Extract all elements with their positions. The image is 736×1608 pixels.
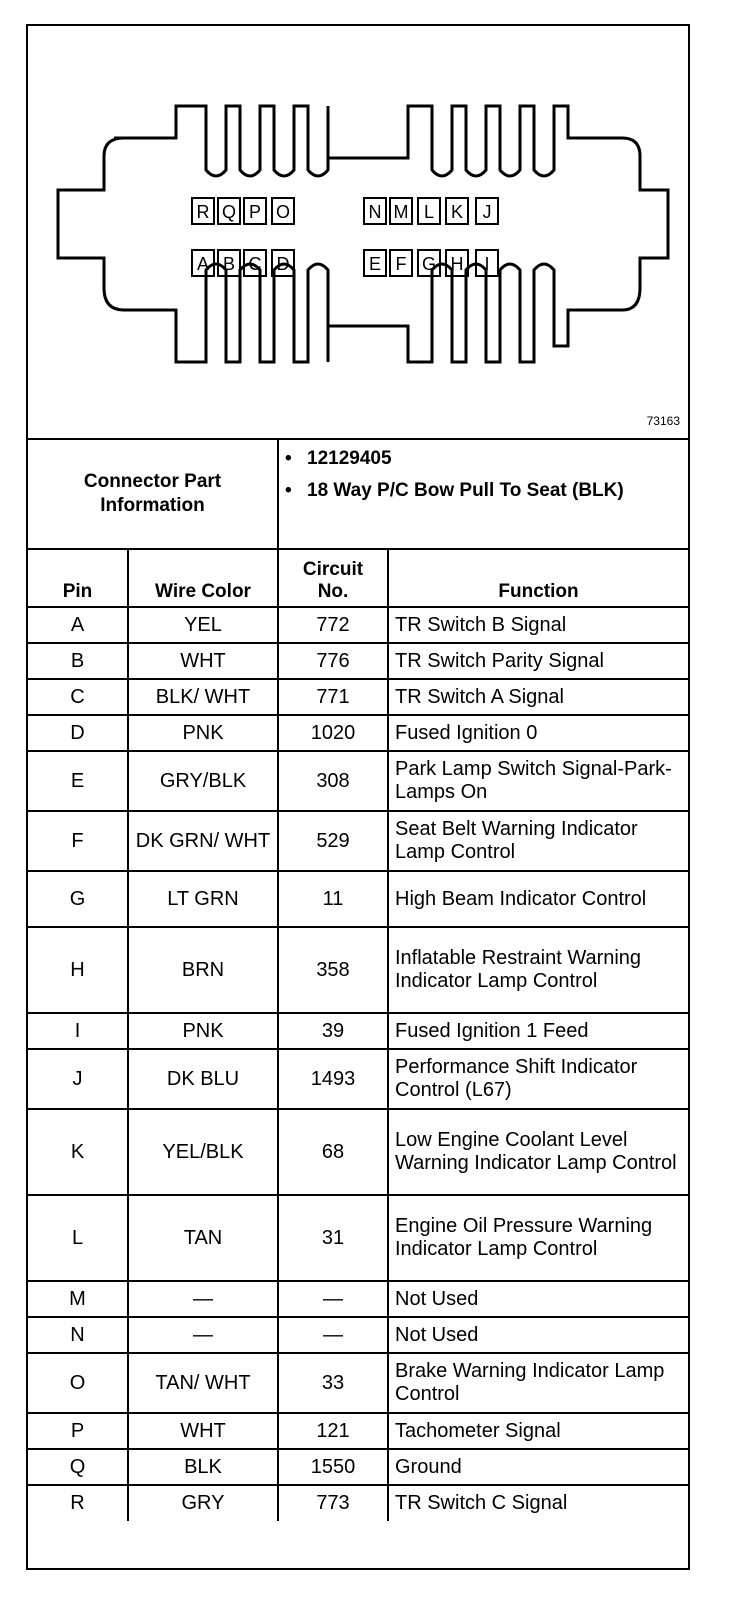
circuit-cell: 1020: [278, 715, 388, 751]
part-info-item: • 18 Way P/C Bow Pull To Seat (BLK): [285, 480, 624, 501]
circuit-cell: 776: [278, 643, 388, 679]
circuit-cell: 31: [278, 1195, 388, 1281]
pin-cell: O: [28, 1353, 128, 1413]
table-row: [28, 1485, 688, 1521]
pin-cell: M: [28, 1281, 128, 1317]
circuit-cell: 772: [278, 607, 388, 643]
table-row: [28, 871, 688, 927]
pin-letter-n: N: [368, 202, 382, 222]
circuit-cell: 358: [278, 927, 388, 1013]
table-row: [28, 607, 688, 643]
table-row: [28, 751, 688, 811]
wire-color-cell: TAN/ WHT: [128, 1353, 278, 1413]
header-row: [28, 549, 688, 607]
table-row: [28, 679, 688, 715]
function-cell: Not Used: [388, 1281, 688, 1317]
wire-color-cell: —: [128, 1317, 278, 1353]
pin-cell: C: [28, 679, 128, 715]
function-cell: Tachometer Signal: [388, 1413, 688, 1449]
part-info-label: Connector Part Information: [28, 439, 278, 549]
circuit-cell: 1550: [278, 1449, 388, 1485]
circuit-cell: —: [278, 1317, 388, 1353]
circuit-cell: 771: [278, 679, 388, 715]
pin-cell: F: [28, 811, 128, 871]
table-row: [28, 1013, 688, 1049]
function-cell: High Beam Indicator Control: [388, 871, 688, 927]
pin-cell: J: [28, 1049, 128, 1109]
pin-cell: P: [28, 1413, 128, 1449]
pin-letter-e: E: [368, 254, 382, 274]
function-cell: TR Switch A Signal: [388, 679, 688, 715]
function-cell: Inflatable Restraint Warning Indicator Lamp Control: [388, 927, 688, 1013]
circuit-cell: 33: [278, 1353, 388, 1413]
function-cell: Fused Ignition 0: [388, 715, 688, 751]
function-cell: Seat Belt Warning Indicator Lamp Control: [388, 811, 688, 871]
function-cell: Not Used: [388, 1317, 688, 1353]
circuit-cell: 121: [278, 1413, 388, 1449]
pin-cell: H: [28, 927, 128, 1013]
col-header-function: Function: [388, 549, 688, 607]
wire-color-cell: GRY: [128, 1485, 278, 1521]
pin-letter-o: O: [275, 202, 291, 222]
connector-sheet: [26, 24, 690, 1570]
wire-color-cell: YEL/BLK: [128, 1109, 278, 1195]
function-cell: Engine Oil Pressure Warning Indicator Lamp Control: [388, 1195, 688, 1281]
wire-color-cell: BLK/ WHT: [128, 679, 278, 715]
function-cell: TR Switch Parity Signal: [388, 643, 688, 679]
circuit-cell: 308: [278, 751, 388, 811]
wire-color-cell: WHT: [128, 1413, 278, 1449]
pin-cell: E: [28, 751, 128, 811]
table-row: [28, 643, 688, 679]
connector-diagram: [28, 26, 688, 440]
pin-cell: I: [28, 1013, 128, 1049]
table-row: [28, 1449, 688, 1485]
table-row: [28, 1109, 688, 1195]
circuit-cell: 529: [278, 811, 388, 871]
pin-letter-r: R: [196, 202, 210, 222]
table-row: [28, 811, 688, 871]
wire-color-cell: TAN: [128, 1195, 278, 1281]
connector-shell-outline: [58, 106, 668, 362]
wire-color-cell: —: [128, 1281, 278, 1317]
pin-letter-h: H: [450, 254, 464, 274]
table-row: [28, 1317, 688, 1353]
figure-id: 73163: [646, 414, 680, 428]
table-row: [28, 1049, 688, 1109]
pin-letter-k: K: [450, 202, 464, 222]
pin-letter-p: P: [248, 202, 262, 222]
table-row: [28, 1195, 688, 1281]
pin-letter-l: L: [423, 202, 435, 222]
col-header-pin: Pin: [28, 549, 128, 607]
pin-letter-i: I: [484, 254, 490, 274]
function-cell: TR Switch B Signal: [388, 607, 688, 643]
connector-face-drawing: [28, 26, 688, 438]
col-header-wire-color: Wire Color: [128, 549, 278, 607]
wire-color-cell: YEL: [128, 607, 278, 643]
pin-cell: R: [28, 1485, 128, 1521]
pinout-table: [28, 438, 688, 1521]
function-cell: Park Lamp Switch Signal-Park-Lamps On: [388, 751, 688, 811]
part-info-list: [278, 439, 688, 549]
circuit-cell: 39: [278, 1013, 388, 1049]
circuit-cell: 1493: [278, 1049, 388, 1109]
function-cell: Brake Warning Indicator Lamp Control: [388, 1353, 688, 1413]
pin-letter-g: G: [421, 254, 437, 274]
pin-cell: N: [28, 1317, 128, 1353]
function-cell: Performance Shift Indicator Control (L67): [388, 1049, 688, 1109]
wire-color-cell: PNK: [128, 1013, 278, 1049]
wire-color-cell: DK GRN/ WHT: [128, 811, 278, 871]
col-header-circuit: Circuit No.: [278, 549, 388, 607]
pin-cell: G: [28, 871, 128, 927]
part-info-row: [28, 439, 688, 549]
table-row: [28, 1281, 688, 1317]
circuit-cell: 11: [278, 871, 388, 927]
circuit-cell: —: [278, 1281, 388, 1317]
pin-cell: L: [28, 1195, 128, 1281]
wire-color-cell: PNK: [128, 715, 278, 751]
wire-color-cell: DK BLU: [128, 1049, 278, 1109]
pin-cell: K: [28, 1109, 128, 1195]
pin-cell: A: [28, 607, 128, 643]
pin-cell: Q: [28, 1449, 128, 1485]
pin-letter-m: M: [393, 202, 409, 222]
pin-letter-d: D: [276, 254, 290, 274]
pin-letter-f: F: [395, 254, 407, 274]
pin-letter-b: B: [222, 254, 236, 274]
function-cell: TR Switch C Signal: [388, 1485, 688, 1521]
table-row: [28, 1353, 688, 1413]
pin-cell: B: [28, 643, 128, 679]
table-row: [28, 927, 688, 1013]
function-cell: Ground: [388, 1449, 688, 1485]
wire-color-cell: GRY/BLK: [128, 751, 278, 811]
wire-color-cell: WHT: [128, 643, 278, 679]
wire-color-cell: LT GRN: [128, 871, 278, 927]
circuit-cell: 68: [278, 1109, 388, 1195]
table-row: [28, 1413, 688, 1449]
pin-letter-q: Q: [221, 202, 237, 222]
wire-color-cell: BRN: [128, 927, 278, 1013]
part-info-item: • 12129405: [285, 448, 392, 469]
function-cell: Low Engine Coolant Level Warning Indicator Lamp Control: [388, 1109, 688, 1195]
pin-letter-j: J: [482, 202, 492, 222]
table-row: [28, 715, 688, 751]
wire-color-cell: BLK: [128, 1449, 278, 1485]
pin-cell: D: [28, 715, 128, 751]
circuit-cell: 773: [278, 1485, 388, 1521]
function-cell: Fused Ignition 1 Feed: [388, 1013, 688, 1049]
pin-letter-a: A: [196, 254, 210, 274]
pin-letter-c: C: [248, 254, 262, 274]
